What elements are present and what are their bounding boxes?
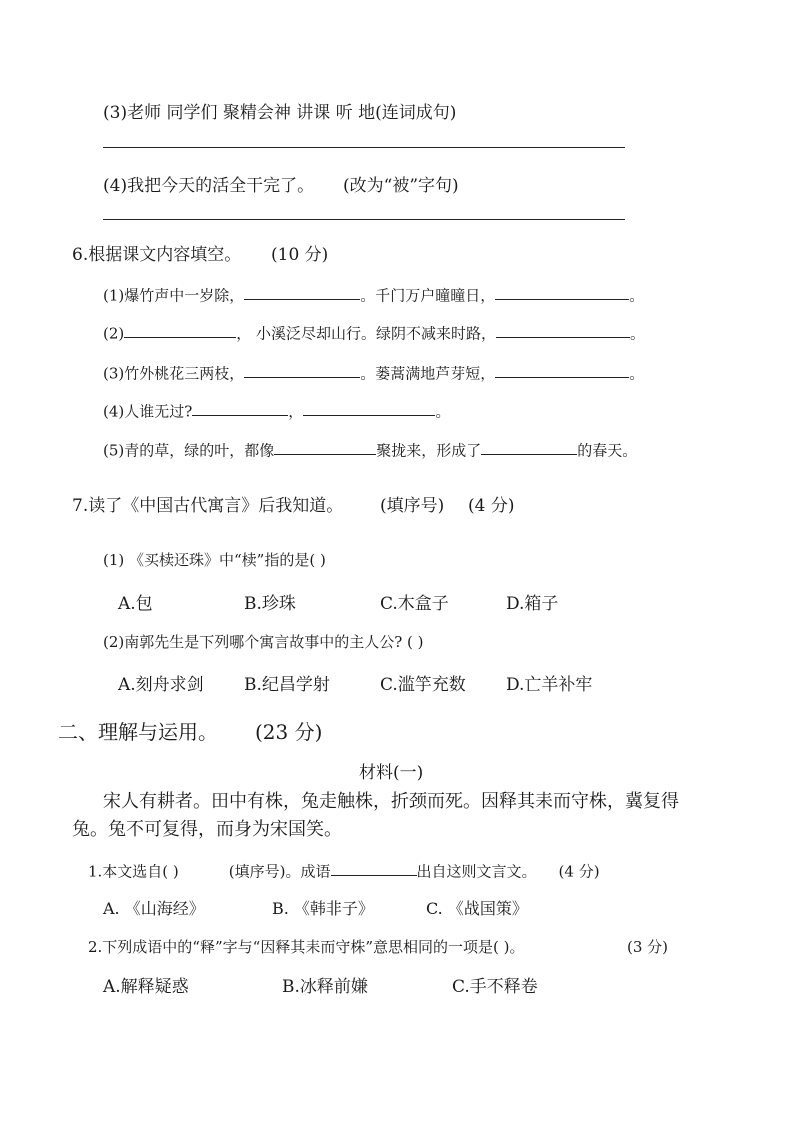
- q5-item3: (3)老师 同学们 聚精会神 讲课 听 地(连词成句): [103, 103, 457, 123]
- fill-blank[interactable]: [244, 363, 360, 378]
- r1-question: 1.本文选自( ) (填序号)。成语 出自这则文言文。 (4 分): [88, 862, 600, 881]
- answer-line: [103, 219, 625, 220]
- fill-blank[interactable]: [124, 323, 236, 338]
- r1-option-c[interactable]: C. 《战国策》: [426, 899, 528, 918]
- q7-sub2-option-c[interactable]: C.滥竽充数: [380, 675, 466, 695]
- q6-line2: (2) ， 小溪泛尽却山行。绿阴不减来时路， 。: [103, 324, 646, 343]
- r2-option-b[interactable]: B.冰释前嫌: [282, 977, 368, 997]
- fill-blank[interactable]: [495, 363, 629, 378]
- fill-blank[interactable]: [274, 440, 376, 455]
- q7-sub1-option-a[interactable]: A.包: [118, 594, 153, 614]
- fill-blank[interactable]: [244, 285, 360, 300]
- q6-line3: (3)竹外桃花三两枝， 。蒌蒿满地芦芽短， 。: [103, 364, 645, 383]
- r1-option-a[interactable]: A. 《山海经》: [103, 899, 205, 918]
- q7-sub2-option-b[interactable]: B.纪昌学射: [244, 675, 330, 695]
- fill-blank[interactable]: [303, 401, 435, 416]
- fill-blank[interactable]: [331, 861, 417, 876]
- fill-blank[interactable]: [495, 285, 629, 300]
- r2-question: 2.下列成语中的“释”字与“因释其耒而守株”意思相同的一项是( )。: [88, 938, 525, 956]
- q7-sub1-option-d[interactable]: D.箱子: [506, 594, 559, 614]
- q5-item4-instruction: (改为“被”字句): [343, 176, 459, 196]
- q5-item4: (4)我把今天的活全干完了。: [103, 176, 315, 196]
- fill-blank[interactable]: [496, 323, 630, 338]
- q7-sub1-option-c[interactable]: C.木盒子: [380, 594, 449, 614]
- q7-sub1-option-b[interactable]: B.珍珠: [244, 594, 296, 614]
- material-text-line1: 宋人有耕者。田中有株，兔走触株，折颈而死。因释其耒而守株，冀复得: [103, 791, 679, 812]
- r2-option-c[interactable]: C.手不释卷: [452, 977, 538, 997]
- q7-instruction: (填序号): [380, 496, 445, 516]
- q6-line1: (1)爆竹声中一岁除， 。千门万户曈曈日， 。: [103, 286, 645, 305]
- q7-sub2-option-a[interactable]: A.刻舟求剑: [118, 675, 204, 695]
- q6-line5: (5)青的草，绿的叶，都像 聚拢来，形成了 的春天。: [103, 441, 638, 460]
- material-text-line2: 兔。兔不可复得，而身为宋国笑。: [72, 819, 342, 840]
- q6-points: (10 分): [271, 245, 329, 265]
- fill-blank[interactable]: [481, 440, 577, 455]
- q7-sub2: (2)南郭先生是下列哪个寓言故事中的主人公? ( ): [103, 633, 424, 651]
- r2-points: (3 分): [627, 938, 669, 956]
- q7-heading: 7.读了《中国古代寓言》后我知道。: [72, 496, 344, 516]
- fill-blank[interactable]: [192, 401, 288, 416]
- q6-line4: (4)人谁无过? ， 。: [103, 402, 451, 421]
- section2-heading: 二、理解与运用。: [58, 720, 218, 744]
- q7-sub1: (1) 《买椟还珠》中“椟”指的是( ): [103, 551, 326, 569]
- section2-points: (23 分): [255, 720, 323, 744]
- q6-heading: 6.根据课文内容填空。: [72, 245, 242, 265]
- q7-sub2-option-d[interactable]: D.亡羊补牢: [506, 675, 593, 695]
- q7-points: (4 分): [468, 496, 515, 516]
- answer-line: [103, 147, 625, 148]
- r1-option-b[interactable]: B. 《韩非子》: [272, 899, 374, 918]
- material-title: 材料(一): [359, 763, 424, 783]
- r2-option-a[interactable]: A.解释疑惑: [103, 977, 189, 997]
